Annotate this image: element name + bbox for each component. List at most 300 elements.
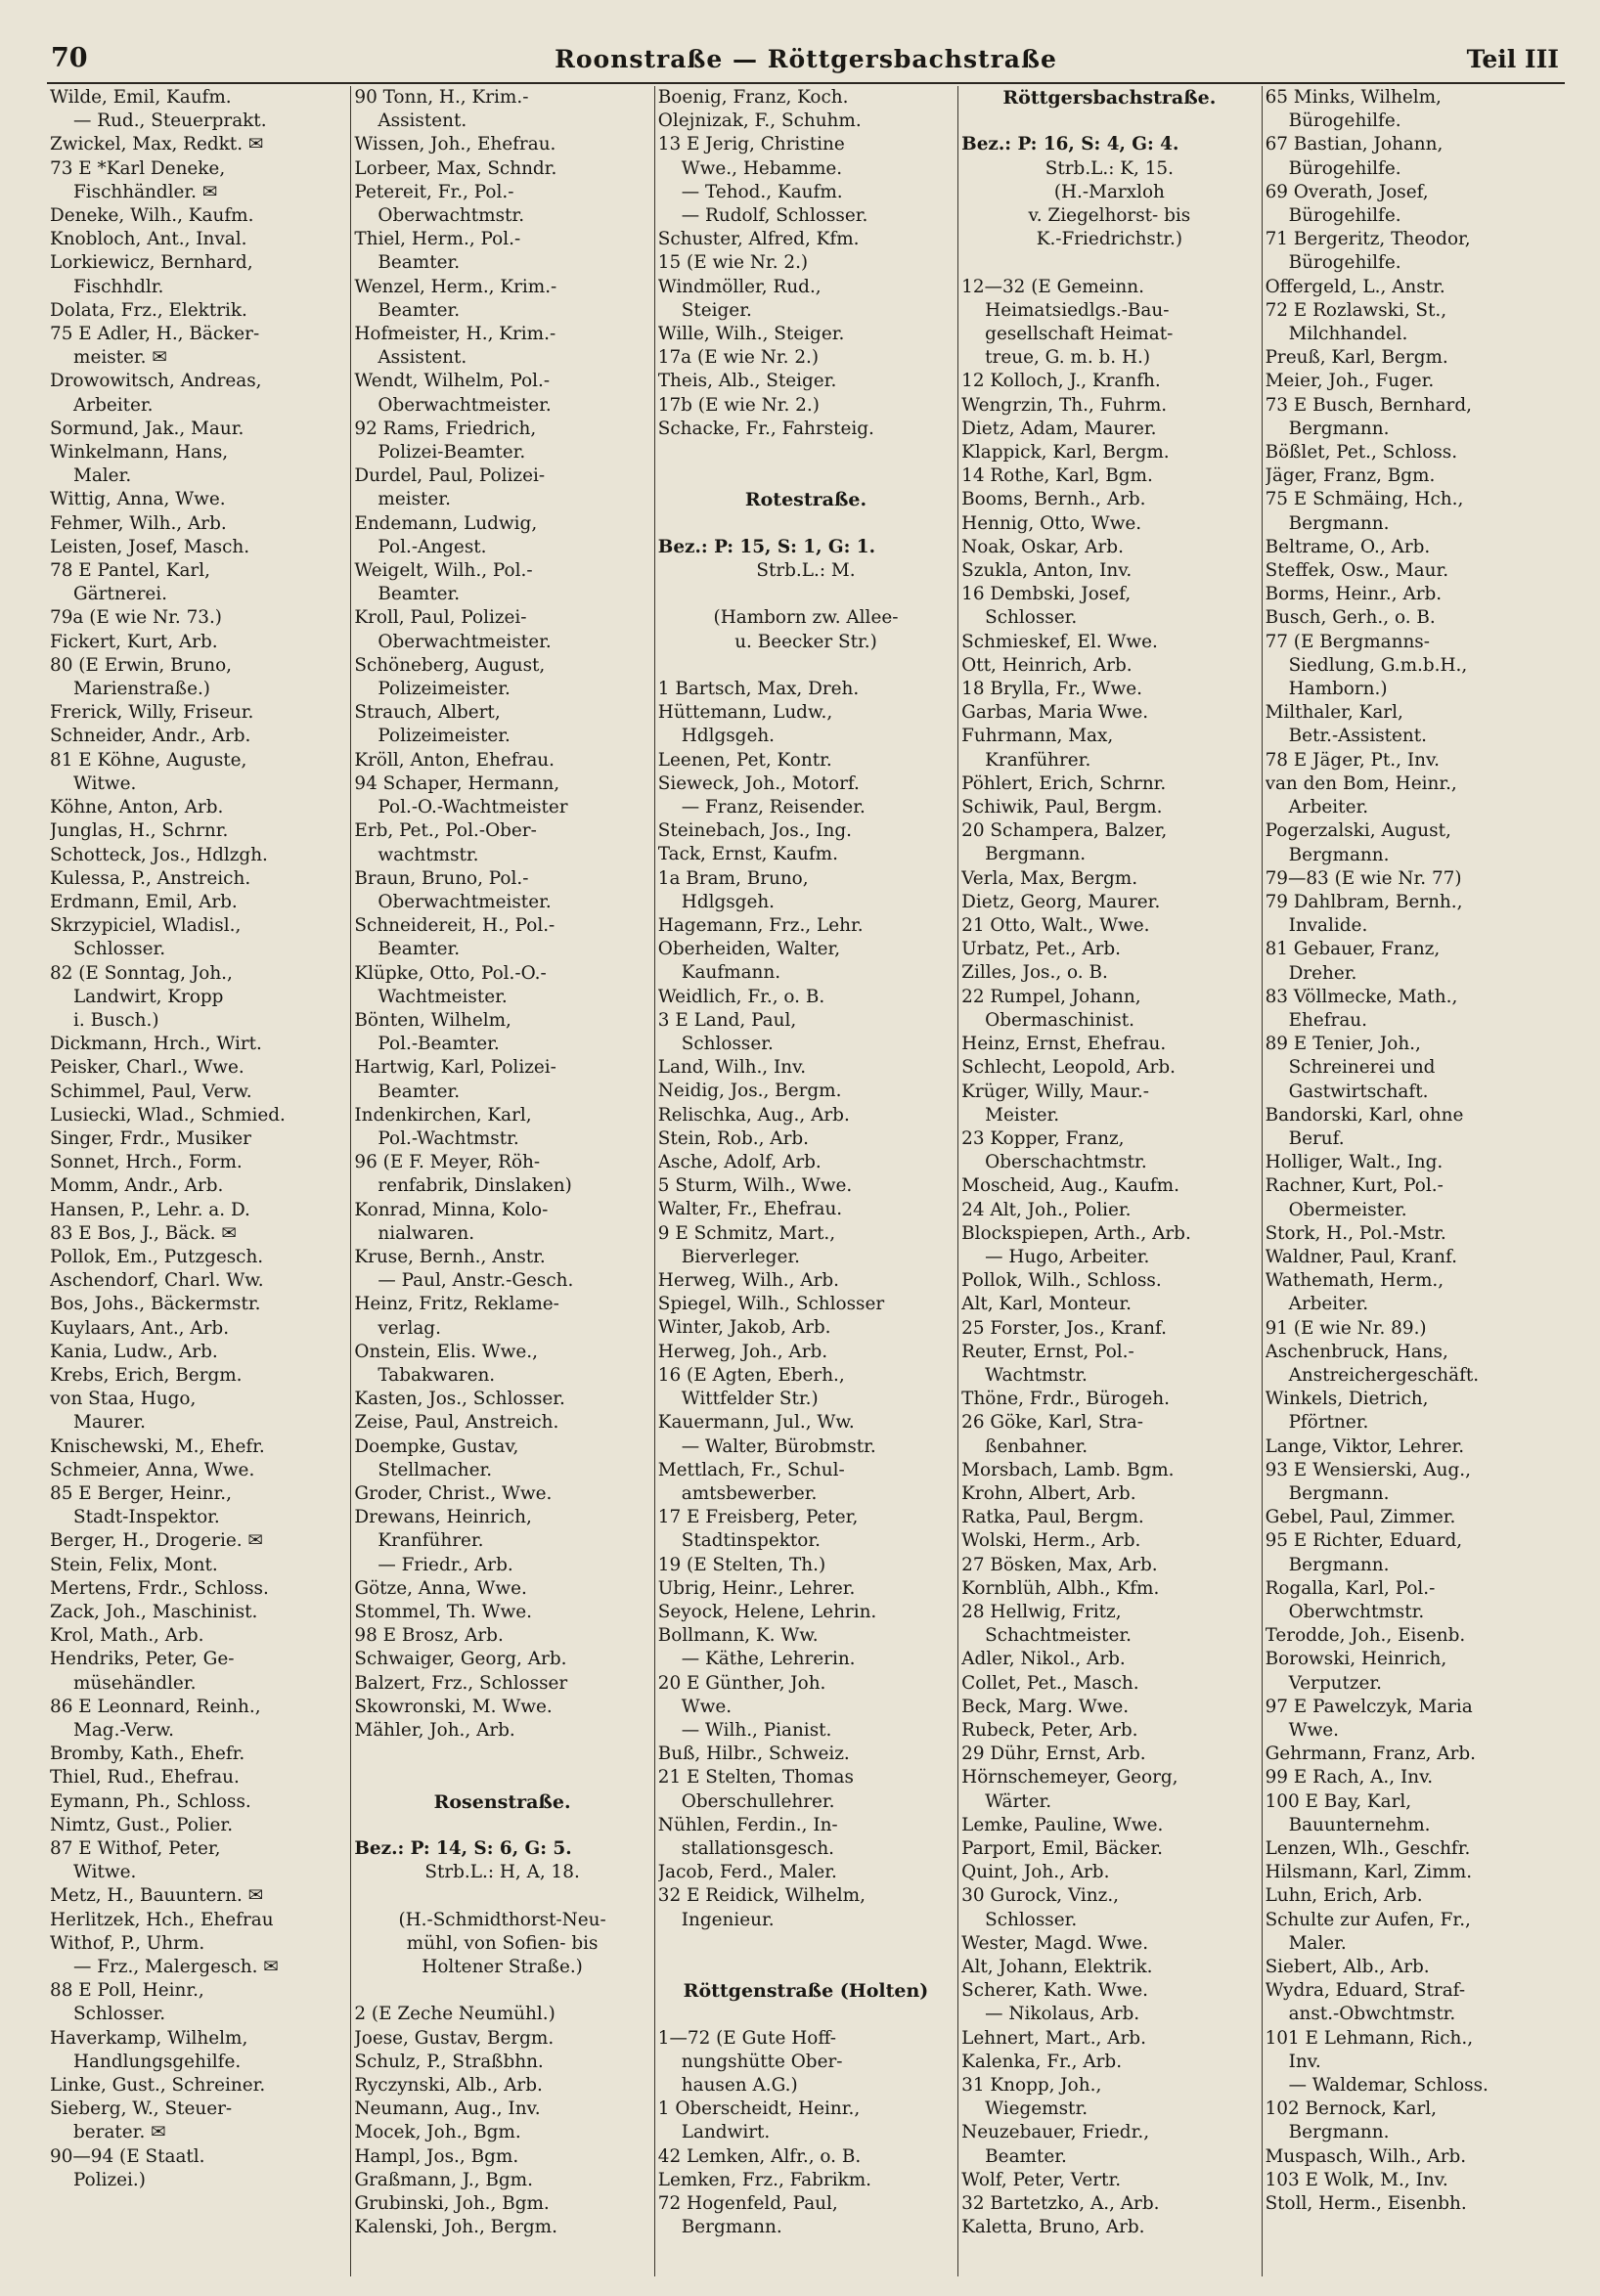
directory-entry: Beck, Marg. Wwe. bbox=[961, 1696, 1130, 1717]
directory-entry: Preuß, Karl, Bergm. bbox=[1265, 347, 1448, 369]
directory-entry: 83 E Bos, J., Bäck. ✉ bbox=[50, 1222, 237, 1244]
directory-entry: 13 E Jerig, Christine bbox=[657, 134, 845, 155]
directory-entry: Braun, Bruno, Pol.- bbox=[354, 867, 529, 889]
directory-entry: Schmieskef, El. Wwe. bbox=[961, 631, 1158, 652]
directory-entry: Nühlen, Ferdin., In- bbox=[657, 1814, 838, 1835]
directory-entry: Graßmann, J., Bgm. bbox=[354, 2169, 533, 2190]
directory-entry: Deneke, Wilh., Kaufm. bbox=[50, 205, 254, 227]
directory-entry: Schmeier, Anna, Wwe. bbox=[50, 1459, 255, 1480]
directory-entry: Relischka, Aug., Arb. bbox=[657, 1104, 850, 1126]
directory-entry: Bez.: P: 16, S: 4, G: 4. bbox=[961, 134, 1179, 155]
directory-entry: — Nikolaus, Arb. bbox=[985, 2004, 1140, 2025]
directory-entry: 82 (E Sonntag, Joh., bbox=[50, 962, 233, 984]
directory-entry: Fischhdlr. bbox=[73, 276, 164, 297]
directory-entry: Hüttemann, Ludw., bbox=[657, 702, 833, 724]
directory-entry: Haverkamp, Wilhelm, bbox=[50, 2027, 248, 2049]
directory-entry: Dreher. bbox=[1288, 962, 1357, 984]
directory-entry: Wolski, Herm., Arb. bbox=[961, 1530, 1141, 1552]
directory-entry: Arbeiter. bbox=[73, 394, 154, 416]
directory-entry: Schneidereit, H., Pol.- bbox=[354, 915, 556, 937]
directory-entry: Milchhandel. bbox=[1288, 324, 1408, 345]
directory-entry: Wittig, Anna, Wwe. bbox=[50, 489, 226, 510]
directory-entry: Busch, Gerh., o. B. bbox=[1265, 607, 1436, 629]
directory-entry: Steinebach, Jos., Ing. bbox=[657, 820, 852, 842]
directory-entry: Fehmer, Wilh., Arb. bbox=[50, 512, 227, 534]
spacer bbox=[354, 1766, 649, 1789]
directory-entry: 20 E Günther, Joh. bbox=[657, 1672, 826, 1694]
directory-entry: Stadt-Inspektor. bbox=[73, 1507, 220, 1528]
directory-entry: Maler. bbox=[1288, 1932, 1347, 1954]
directory-entry: Windmöller, Rud., bbox=[657, 276, 822, 297]
directory-entry: Grubinski, Joh., Bgm. bbox=[354, 2193, 550, 2214]
directory-entry: Land, Wilh., Inv. bbox=[657, 1057, 807, 1079]
directory-entry: Pollok, Wilh., Schloss. bbox=[961, 1270, 1162, 1292]
directory-entry: Hendriks, Peter, Ge- bbox=[50, 1649, 235, 1670]
directory-entry: nialwaren. bbox=[378, 1222, 475, 1244]
header-rule bbox=[47, 82, 1565, 84]
directory-entry: 100 E Bay, Karl, bbox=[1265, 1790, 1412, 1812]
directory-entry: Maler. bbox=[73, 465, 132, 487]
directory-entry: Oberschullehrer. bbox=[681, 1790, 835, 1812]
directory-entry: Beltrame, O., Arb. bbox=[1265, 536, 1431, 557]
directory-entry: Wachtmeister. bbox=[378, 986, 508, 1007]
directory-entry: Hdlgsgeh. bbox=[681, 891, 776, 912]
directory-entry: 17b (E wie Nr. 2.) bbox=[657, 394, 820, 416]
spacer bbox=[658, 512, 954, 536]
directory-entry: Aschenbruck, Hans, bbox=[1265, 1341, 1448, 1362]
directory-entry: Olejnizak, F., Schuhm. bbox=[657, 110, 862, 132]
directory-entry: 1 Bartsch, Max, Dreh. bbox=[657, 679, 860, 699]
directory-entry: Pol.-Beamter. bbox=[378, 1034, 500, 1055]
directory-entry: 78 E Jäger, Pt., Inv. bbox=[1265, 749, 1440, 771]
directory-entry: Heinz, Fritz, Reklame- bbox=[354, 1294, 559, 1315]
directory-entry: Bönten, Wilhelm, bbox=[354, 1009, 511, 1031]
directory-entry: renfabrik, Dinslaken) bbox=[378, 1175, 572, 1197]
directory-entry: Krol, Math., Arb. bbox=[50, 1625, 204, 1647]
directory-entry: Polizei-Beamter. bbox=[378, 442, 526, 464]
directory-entry: Thiel, Herm., Pol.- bbox=[354, 229, 521, 250]
directory-entry: Schöneberg, August, bbox=[354, 654, 546, 676]
directory-entry: 77 (E Bergmanns- bbox=[1265, 631, 1430, 652]
directory-entry: 32 E Reidick, Wilhelm, bbox=[657, 1885, 866, 1907]
directory-entry: Bürogehilfe. bbox=[1288, 110, 1401, 132]
directory-entry: Wille, Wilh., Steiger. bbox=[657, 324, 845, 345]
directory-entry: Wwe. bbox=[681, 1696, 733, 1717]
directory-entry: — Hugo, Arbeiter. bbox=[985, 1246, 1150, 1267]
directory-entry: Holliger, Walt., Ing. bbox=[1265, 1152, 1444, 1173]
directory-entry: Kaufmann. bbox=[681, 962, 781, 984]
directory-entry: Verputzer. bbox=[1288, 1672, 1383, 1694]
directory-entry: Ehefrau. bbox=[1288, 1009, 1367, 1031]
directory-entry: 1—72 (E Gute Hoff- bbox=[657, 2027, 836, 2049]
directory-entry: Momm, Andr., Arb. bbox=[50, 1175, 224, 1197]
directory-entry: Pol.-Wachtmstr. bbox=[378, 1127, 519, 1149]
spacer bbox=[658, 654, 954, 678]
directory-entry: Stork, H., Pol.-Mstr. bbox=[1265, 1222, 1446, 1244]
directory-entry: Zeise, Paul, Anstreich. bbox=[354, 1412, 559, 1434]
directory-entry: Hofmeister, H., Krim.- bbox=[354, 324, 556, 345]
directory-entry: Rogalla, Karl, Pol.- bbox=[1265, 1577, 1436, 1599]
directory-entry: meister. ✉ bbox=[73, 347, 167, 369]
directory-entry: Pogerzalski, August, bbox=[1265, 820, 1451, 842]
directory-entry: amtsbewerber. bbox=[681, 1482, 818, 1504]
directory-entry: Borms, Heinr., Arb. bbox=[1265, 584, 1443, 605]
directory-entry: Durdel, Paul, Polizei- bbox=[354, 465, 546, 487]
directory-entry: Schuster, Alfred, Kfm. bbox=[657, 229, 860, 250]
directory-entry: Beamter. bbox=[378, 299, 461, 321]
page-header bbox=[47, 37, 1565, 80]
directory-entry: Doempke, Gustav, bbox=[354, 1435, 519, 1457]
directory-entry: Hansen, P., Lehr. a. D. bbox=[50, 1199, 250, 1220]
column-1 bbox=[47, 86, 350, 2276]
directory-entry: Mähler, Joh., Arb. bbox=[354, 1720, 515, 1742]
directory-entry: 65 Minks, Wilhelm, bbox=[1265, 87, 1442, 108]
directory-entry: 73 E *Karl Deneke, bbox=[50, 157, 226, 179]
directory-entry: Weidlich, Fr., o. B. bbox=[657, 986, 825, 1007]
spacer bbox=[354, 1743, 649, 1766]
directory-entry: Steiger. bbox=[681, 299, 752, 321]
directory-entry: Singer, Frdr., Musiker bbox=[50, 1127, 251, 1149]
directory-entry: Pollok, Em., Putzgesch. bbox=[50, 1246, 264, 1267]
directory-entry: 12—32 (E Gemeinn. bbox=[961, 276, 1144, 297]
directory-entry: Drewans, Heinrich, bbox=[354, 1507, 532, 1528]
directory-entry: Kuylaars, Ant., Arb. bbox=[50, 1317, 230, 1339]
directory-entry: Kalenski, Joh., Bergm. bbox=[354, 2217, 557, 2238]
directory-entry: 20 Schampera, Balzer, bbox=[961, 820, 1168, 842]
directory-entry: 81 Gebauer, Franz, bbox=[1265, 939, 1441, 960]
directory-entry: von Staa, Hugo, bbox=[50, 1389, 197, 1410]
directory-entry: Wwe. bbox=[1288, 1720, 1339, 1742]
directory-entry: Aschendorf, Charl. Ww. bbox=[50, 1270, 264, 1292]
directory-entry: Gastwirtschaft. bbox=[1288, 1081, 1429, 1102]
directory-entry: Schlosser. bbox=[681, 1034, 774, 1055]
directory-entry: Polizei.) bbox=[73, 2169, 146, 2190]
directory-entry: Schachtmeister. bbox=[985, 1625, 1132, 1647]
directory-entry: Strb.L.: M. bbox=[756, 560, 856, 582]
directory-entry: Polizeimeister. bbox=[378, 726, 511, 747]
directory-entry: 78 E Pantel, Karl, bbox=[50, 560, 210, 582]
directory-entry: Offergeld, L., Anstr. bbox=[1265, 276, 1445, 297]
directory-entry: (Hamborn zw. Allee- bbox=[713, 607, 899, 629]
running-title: Roonstraße — Röttgersbachstraße bbox=[555, 45, 1057, 73]
directory-entry: — Paul, Anstr.-Gesch. bbox=[378, 1270, 574, 1292]
directory-entry: Bergmann. bbox=[1288, 512, 1390, 534]
directory-entry: 29 Dühr, Ernst, Arb. bbox=[961, 1744, 1146, 1765]
directory-entry: Pol.-Angest. bbox=[378, 536, 487, 557]
directory-entry: Mettlach, Fr., Schul- bbox=[657, 1459, 845, 1480]
directory-entry: Bergmann. bbox=[1288, 1554, 1390, 1575]
directory-entry: berater. ✉ bbox=[73, 2122, 166, 2143]
directory-entry: Ott, Heinrich, Arb. bbox=[961, 654, 1133, 676]
directory-entry: Beamter. bbox=[985, 2145, 1067, 2167]
directory-entry: Obermeister. bbox=[1288, 1199, 1407, 1220]
directory-entry: Strauch, Albert, bbox=[354, 702, 501, 724]
directory-entry: Alt, Johann, Elektrik. bbox=[961, 1957, 1153, 1978]
directory-entry: Stadtinspektor. bbox=[681, 1530, 821, 1552]
directory-entry: Bauunternehm. bbox=[1288, 1814, 1431, 1835]
directory-entry: Oberheiden, Walter, bbox=[657, 939, 841, 960]
directory-entry: Inv. bbox=[1288, 2051, 1321, 2072]
directory-entry: 5 Sturm, Wilh., Wwe. bbox=[657, 1175, 853, 1197]
directory-entry: Schiwik, Paul, Bergm. bbox=[961, 797, 1163, 818]
directory-entry: Schlosser. bbox=[985, 607, 1078, 629]
directory-entry: Hampl, Jos., Bgm. bbox=[354, 2145, 519, 2167]
directory-entry: 95 E Richter, Eduard, bbox=[1265, 1530, 1463, 1552]
directory-entry: Stommel, Th. Wwe. bbox=[354, 1602, 532, 1622]
directory-entry: Hilsmann, Karl, Zimm. bbox=[1265, 1862, 1473, 1883]
directory-entry: Hörnschemeyer, Georg, bbox=[961, 1767, 1178, 1788]
directory-entry: Quint, Joh., Arb. bbox=[961, 1862, 1110, 1883]
directory-entry: Scherer, Kath. Wwe. bbox=[961, 1980, 1148, 2002]
directory-entry: Schreinerei und bbox=[1288, 1057, 1436, 1079]
directory-entry: Winkelmann, Hans, bbox=[50, 442, 229, 464]
directory-entry: Kröll, Anton, Ehefrau. bbox=[354, 749, 555, 771]
directory-entry: 1a Bram, Bruno, bbox=[657, 867, 809, 889]
directory-entry: 42 Lemken, Alfr., o. B. bbox=[657, 2145, 862, 2167]
directory-entry: Mocek, Joh., Bgm. bbox=[354, 2122, 521, 2143]
directory-entry: Noak, Oskar, Arb. bbox=[961, 536, 1124, 557]
directory-entry: Erdmann, Emil, Arb. bbox=[50, 891, 238, 912]
directory-entry: mühl, von Sofien- bis bbox=[406, 1932, 599, 1954]
directory-entry: 90—94 (E Staatl. bbox=[50, 2145, 205, 2167]
directory-entry: Joese, Gustav, Bergm. bbox=[354, 2027, 555, 2049]
directory-entry: gesellschaft Heimat- bbox=[985, 324, 1174, 344]
directory-entry: Wenzel, Herm., Krim.- bbox=[354, 276, 557, 297]
spacer bbox=[658, 1932, 954, 1956]
directory-entry: Schotteck, Jos., Hdlzgh. bbox=[50, 844, 268, 865]
directory-entry: Krohn, Albert, Arb. bbox=[961, 1482, 1136, 1504]
directory-entry: Wengrzin, Th., Fuhrm. bbox=[961, 394, 1168, 416]
directory-entry: Theis, Alb., Steiger. bbox=[657, 371, 837, 392]
directory-entry: Booms, Bernh., Arb. bbox=[961, 489, 1146, 510]
directory-entry: Dietz, Georg, Maurer. bbox=[961, 891, 1161, 912]
directory-entry: Leenen, Pet, Kontr. bbox=[657, 749, 832, 771]
directory-entry: Zack, Joh., Maschinist. bbox=[50, 1602, 258, 1622]
directory-entry: 81 E Köhne, Auguste, bbox=[50, 749, 247, 771]
directory-entry: 17a (E wie Nr. 2.) bbox=[657, 347, 820, 369]
directory-entry: Asche, Adolf, Arb. bbox=[657, 1152, 822, 1173]
directory-entry: 87 E Withof, Peter, bbox=[50, 1838, 221, 1860]
directory-entry: ßenbahner. bbox=[985, 1435, 1089, 1457]
directory-entry: Onstein, Elis. Wwe., bbox=[354, 1341, 538, 1362]
directory-entry: Sormund, Jak., Maur. bbox=[50, 418, 244, 439]
directory-entry: Hennig, Otto, Wwe. bbox=[961, 512, 1142, 534]
directory-entry: Borowski, Heinrich, bbox=[1265, 1649, 1447, 1670]
directory-entry: Wester, Magd. Wwe. bbox=[961, 1932, 1149, 1954]
directory-entry: 93 E Wensierski, Aug., bbox=[1265, 1459, 1471, 1480]
directory-entry: Meier, Joh., Fuger. bbox=[1265, 371, 1435, 392]
directory-entry: Invalide. bbox=[1288, 915, 1368, 937]
directory-entry: Dolata, Frz., Elektrik. bbox=[50, 299, 247, 321]
directory-entry: i. Busch.) bbox=[73, 1009, 159, 1031]
directory-entry: Arbeiter. bbox=[1288, 1294, 1369, 1315]
directory-entry: Schlecht, Leopold, Arb. bbox=[961, 1057, 1176, 1079]
directory-entry: Winter, Jakob, Arb. bbox=[657, 1317, 831, 1339]
directory-entry: Schulz, P., Straßbhn. bbox=[354, 2051, 544, 2072]
directory-entry: Neuzebauer, Friedr., bbox=[961, 2122, 1150, 2143]
directory-entry: Garbas, Maria Wwe. bbox=[961, 702, 1149, 724]
directory-entry: Holtener Straße.) bbox=[422, 1956, 583, 1977]
directory-entry: stallationsgesch. bbox=[681, 1837, 835, 1859]
directory-entry: Bromby, Kath., Ehefr. bbox=[50, 1744, 245, 1765]
directory-entry: 75 E Adler, H., Bäcker- bbox=[50, 324, 260, 345]
directory-entry: Blockspiepen, Arth., Arb. bbox=[961, 1222, 1191, 1244]
spacer bbox=[658, 1956, 954, 1979]
directory-entry: Hamborn.) bbox=[1288, 679, 1388, 700]
directory-entry: Bos, Johs., Bäckermstr. bbox=[50, 1294, 261, 1315]
directory-entry: Kranführer. bbox=[378, 1530, 484, 1552]
directory-entry: Ubrig, Heinr., Lehrer. bbox=[657, 1577, 856, 1599]
directory-entry: Gehrmann, Franz, Arb. bbox=[1265, 1744, 1476, 1765]
directory-entry: Beamter. bbox=[378, 252, 461, 274]
directory-entry: Luhn, Erich, Arb. bbox=[1265, 1885, 1423, 1907]
directory-entry: Stoll, Herm., Eisenbh. bbox=[1265, 2193, 1467, 2215]
directory-entry: Knobloch, Ant., Inval. bbox=[50, 229, 247, 250]
directory-entry: Sieberg, W., Steuer- bbox=[50, 2098, 233, 2120]
directory-entry: 94 Schaper, Hermann, bbox=[354, 773, 560, 794]
directory-entry: Lenzen, Wlh., Geschfr. bbox=[1265, 1838, 1471, 1860]
column-3 bbox=[654, 86, 957, 2276]
spacer bbox=[658, 583, 954, 606]
directory-entry: Schulte zur Aufen, Fr., bbox=[1265, 1909, 1471, 1930]
directory-entry: 86 E Leonnard, Reinh., bbox=[50, 1696, 261, 1717]
directory-entry: Berger, H., Drogerie. ✉ bbox=[50, 1530, 263, 1552]
directory-entry: 75 E Schmäing, Hch., bbox=[1265, 489, 1464, 510]
directory-entry: Bergmann. bbox=[681, 2217, 782, 2238]
directory-entry: Oberschachtmstr. bbox=[985, 1152, 1147, 1173]
directory-entry: Bez.: P: 14, S: 6, G: 5. bbox=[354, 1837, 572, 1859]
directory-entry: Wathemath, Herm., bbox=[1265, 1270, 1444, 1292]
directory-entry: 22 Rumpel, Johann, bbox=[961, 986, 1141, 1007]
directory-entry: Tabakwaren. bbox=[378, 1364, 496, 1386]
directory-entry: Assistent. bbox=[378, 110, 467, 132]
directory-entry: Wydra, Eduard, Straf- bbox=[1265, 1980, 1466, 2002]
directory-entry: Terodde, Joh., Eisenb. bbox=[1265, 1625, 1466, 1647]
directory-entry: Siedlung, G.m.b.H., bbox=[1288, 654, 1468, 676]
directory-entry: Wachtmstr. bbox=[985, 1364, 1088, 1386]
directory-entry: Strb.L.: H, A, 18. bbox=[424, 1862, 580, 1883]
directory-entry: Kania, Ludw., Arb. bbox=[50, 1341, 218, 1362]
street-heading: Rosenstraße. bbox=[433, 1790, 571, 1813]
directory-entry: Wilde, Emil, Kaufm. bbox=[50, 87, 232, 108]
directory-entry: Skrzypiciel, Wladisl., bbox=[50, 915, 242, 937]
directory-entry: Jäger, Franz, Bgm. bbox=[1265, 465, 1436, 487]
directory-entry: Dickmann, Hrch., Wirt. bbox=[50, 1034, 262, 1055]
spacer bbox=[961, 110, 1257, 133]
directory-entry: Schlosser. bbox=[985, 1909, 1078, 1930]
directory-entry: K.-Friedrichstr.) bbox=[1036, 229, 1183, 250]
directory-entry: Waldner, Paul, Kranf. bbox=[1265, 1246, 1457, 1267]
columns bbox=[47, 86, 1565, 2276]
directory-entry: 67 Bastian, Johann, bbox=[1265, 134, 1444, 155]
directory-entry: 17 E Freisberg, Peter, bbox=[657, 1507, 859, 1528]
directory-entry: nungshütte Ober- bbox=[681, 2051, 843, 2072]
directory-entry: Bergmann. bbox=[1288, 418, 1390, 439]
directory-entry: Alt, Karl, Monteur. bbox=[961, 1294, 1132, 1315]
directory-entry: Erb, Pet., Pol.-Ober- bbox=[354, 820, 537, 842]
directory-entry: Stein, Rob., Arb. bbox=[657, 1127, 809, 1149]
directory-entry: Urbatz, Pet., Arb. bbox=[961, 939, 1122, 960]
directory-entry: Arbeiter. bbox=[1288, 797, 1369, 818]
directory-entry: Assistent. bbox=[378, 347, 467, 369]
directory-entry: — Wilh., Pianist. bbox=[681, 1719, 832, 1741]
directory-entry: 16 Dembski, Josef, bbox=[961, 584, 1132, 605]
directory-entry: Seyock, Helene, Lehrin. bbox=[657, 1601, 877, 1622]
directory-entry: Adler, Nikol., Arb. bbox=[961, 1649, 1126, 1670]
directory-entry: Schimmel, Paul, Verw. bbox=[50, 1081, 252, 1102]
directory-entry: Herweg, Joh., Arb. bbox=[657, 1341, 828, 1362]
directory-entry: Indenkirchen, Karl, bbox=[354, 1104, 532, 1126]
directory-entry: 79 Dahlbram, Bernh., bbox=[1265, 891, 1463, 912]
directory-entry: Krebs, Erich, Bergm. bbox=[50, 1364, 243, 1386]
directory-entry: Kaletta, Bruno, Arb. bbox=[961, 2217, 1145, 2238]
directory-entry: — Rud., Steuerprakt. bbox=[73, 110, 267, 132]
directory-entry: 1 Oberscheidt, Heinr., bbox=[657, 2098, 861, 2120]
directory-entry: Beruf. bbox=[1288, 1127, 1345, 1149]
directory-entry: Parport, Emil, Bäcker. bbox=[961, 1838, 1163, 1859]
part-label: Teil III bbox=[1466, 45, 1559, 73]
directory-entry: Kroll, Paul, Polizei- bbox=[354, 607, 527, 629]
directory-entry: Milthaler, Karl, bbox=[1265, 702, 1403, 724]
directory-entry: Pförtner. bbox=[1288, 1412, 1369, 1434]
directory-entry: Tack, Ernst, Kaufm. bbox=[657, 844, 838, 865]
directory-entry: 21 Otto, Walt., Wwe. bbox=[961, 915, 1150, 937]
directory-page bbox=[47, 37, 1565, 2276]
spacer bbox=[354, 1884, 649, 1908]
directory-entry: Mertens, Frdr., Schloss. bbox=[50, 1577, 269, 1599]
directory-entry: Strb.L.: K, 15. bbox=[1044, 157, 1174, 179]
directory-entry: Wendt, Wilhelm, Pol.- bbox=[354, 371, 551, 392]
directory-entry: wachtmstr. bbox=[378, 844, 479, 865]
directory-entry: Sieweck, Joh., Motorf. bbox=[657, 773, 860, 794]
directory-entry: Oberwachtmeister. bbox=[378, 891, 552, 912]
directory-entry: Boenig, Franz, Koch. bbox=[657, 87, 849, 108]
spacer bbox=[961, 251, 1257, 275]
directory-entry: müsehändler. bbox=[73, 1672, 197, 1694]
directory-entry: Meister. bbox=[985, 1104, 1060, 1126]
directory-entry: 14 Rothe, Karl, Bgm. bbox=[961, 465, 1153, 487]
directory-entry: Oberwachtmeister. bbox=[378, 631, 552, 652]
directory-entry: Reuter, Ernst, Pol.- bbox=[961, 1341, 1134, 1362]
directory-entry: anst.-Obwchtmstr. bbox=[1288, 2004, 1456, 2025]
directory-entry: Dietz, Adam, Maurer. bbox=[961, 418, 1157, 439]
directory-entry: Neidig, Jos., Bergm. bbox=[657, 1081, 842, 1102]
directory-entry: Bollmann, K. Ww. bbox=[657, 1625, 819, 1647]
directory-entry: Nimtz, Gust., Polier. bbox=[50, 1814, 234, 1835]
directory-entry: 23 Kopper, Franz, bbox=[961, 1127, 1125, 1149]
directory-entry: Oberwachtmstr. bbox=[378, 205, 525, 227]
directory-entry: 91 (E wie Nr. 89.) bbox=[1265, 1317, 1427, 1339]
spacer bbox=[354, 1979, 649, 2003]
directory-entry: — Waldemar, Schloss. bbox=[1288, 2075, 1489, 2097]
directory-entry: Spiegel, Wilh., Schlosser bbox=[657, 1294, 885, 1315]
directory-entry: Stellmacher. bbox=[378, 1459, 493, 1480]
page-number: 70 bbox=[51, 43, 88, 73]
street-heading: Röttgersbachstraße. bbox=[1002, 87, 1217, 109]
spacer bbox=[354, 1814, 649, 1837]
directory-entry: Mag.-Verw. bbox=[73, 1720, 174, 1742]
directory-entry: Buß, Hilbr., Schweiz. bbox=[657, 1744, 850, 1765]
directory-entry: 26 Göke, Karl, Stra- bbox=[961, 1412, 1143, 1434]
directory-entry: 69 Overath, Josef, bbox=[1265, 181, 1429, 202]
street-heading: Rotestraße. bbox=[744, 489, 867, 511]
directory-entry: Kulessa, P., Anstreich. bbox=[50, 867, 251, 889]
column-4 bbox=[957, 86, 1261, 2276]
directory-entry: Oberwachtmeister. bbox=[378, 394, 552, 416]
directory-entry: Metz, H., Bauuntern. ✉ bbox=[50, 1885, 264, 1907]
directory-entry: 89 E Tenier, Joh., bbox=[1265, 1034, 1421, 1055]
directory-entry: Oberwchtmstr. bbox=[1288, 1602, 1425, 1622]
